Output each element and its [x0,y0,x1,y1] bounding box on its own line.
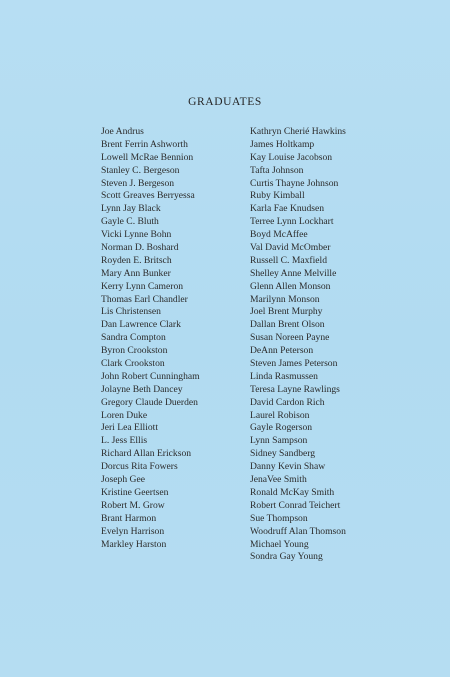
graduate-name: Laurel Robison [250,409,310,421]
graduate-name: Lis Christensen [101,306,161,318]
graduate-name: Joe Andrus [101,126,144,137]
graduate-name: Linda Rasmussen [250,370,318,382]
graduate-name: Sidney Sandberg [250,448,316,460]
graduate-name: Lowell McRae Bennion [101,151,194,163]
graduate-name: Kerry Lynn Cameron [101,280,184,292]
graduate-name: Joseph Gee [101,474,145,486]
graduates-left-column [101,126,200,551]
graduate-name: David Cardon Rich [250,396,325,408]
graduate-name: Shelley Anne Melville [250,267,337,279]
graduate-name: DeAnn Peterson [250,345,314,357]
graduate-name: Brent Ferrin Ashworth [101,138,188,150]
graduate-name: Danny Kevin Shaw [250,461,326,473]
graduates-right-column [250,126,346,564]
graduate-name: Sandra Compton [101,332,166,344]
graduate-name: Robert Conrad Teichert [250,499,341,511]
graduate-name: James Holtkamp [250,138,315,150]
graduate-name: L. Jess Ellis [101,435,148,447]
graduate-name: Terree Lynn Lockhart [250,216,334,228]
graduate-name: Scott Greaves Berryessa [101,190,195,202]
graduate-name: Lynn Sampson [250,435,308,447]
graduate-name: Steven J. Bergeson [101,177,175,189]
graduate-name: Steven James Peterson [250,358,338,370]
graduate-name: Norman D. Boshard [101,242,179,254]
graduate-name: Ruby Kimball [250,190,305,202]
graduate-name: Curtis Thayne Johnson [250,177,339,189]
graduate-name: Russell C. Maxfield [250,254,328,266]
graduate-name: Michael Young [250,538,309,550]
graduate-name: Thomas Earl Chandler [101,293,188,305]
graduate-name: Jeri Lea Elliott [101,422,159,434]
graduate-name: Teresa Layne Rawlings [250,383,340,395]
graduate-name: Clark Crookston [101,358,165,370]
graduate-name: Royden E. Britsch [101,254,172,266]
graduate-name: Woodruff Alan Thomson [250,525,346,537]
graduate-name: Marilynn Monson [250,293,320,305]
graduate-name: Karla Fae Knudsen [250,203,325,215]
graduate-name: Susan Noreen Payne [250,332,330,344]
graduate-name: Jolayne Beth Dancey [101,383,183,395]
graduate-name: Loren Duke [101,409,148,421]
graduate-name: Mary Ann Bunker [101,267,171,279]
graduate-name: Joel Brent Murphy [250,306,323,318]
graduate-name: Gregory Claude Duerden [101,396,198,408]
graduate-name: Gayle C. Bluth [101,216,159,228]
graduate-name: JenaVee Smith [250,474,307,486]
graduate-name: Sue Thompson [250,512,308,524]
graduate-name: Kristine Geertsen [101,486,169,498]
graduate-name: Evelyn Harrison [101,525,165,537]
graduate-name: Tafta Johnson [250,164,304,176]
graduate-name: Sondra Gay Young [250,551,323,563]
graduate-name: Stanley C. Bergeson [101,164,180,176]
graduate-name: Vicki Lynne Bohn [101,229,172,241]
graduate-name: Brant Harmon [101,512,157,524]
graduate-name: Kathryn Cherié Hawkins [250,126,346,137]
graduate-name: Markley Harston [101,538,167,550]
graduate-name: Dorcus Rita Fowers [101,461,178,473]
graduate-name: Boyd McAffee [250,229,308,241]
graduate-name: Val David McOmber [250,242,331,254]
page-title: GRADUATES [188,96,262,108]
graduate-name: Lynn Jay Black [101,203,161,215]
graduate-name: Kay Louise Jacobson [250,151,333,163]
graduate-name: Richard Allan Erickson [101,448,192,460]
graduate-name: Gayle Rogerson [250,422,313,434]
graduate-name: Ronald McKay Smith [250,486,335,498]
graduate-name: Dallan Brent Olson [250,319,325,331]
graduate-name: Robert M. Grow [101,499,165,511]
graduate-name: Byron Crookston [101,345,168,357]
graduate-name: Dan Lawrence Clark [101,319,181,331]
graduate-name: Glenn Allen Monson [250,280,331,292]
graduate-name: John Robert Cunningham [101,370,200,382]
